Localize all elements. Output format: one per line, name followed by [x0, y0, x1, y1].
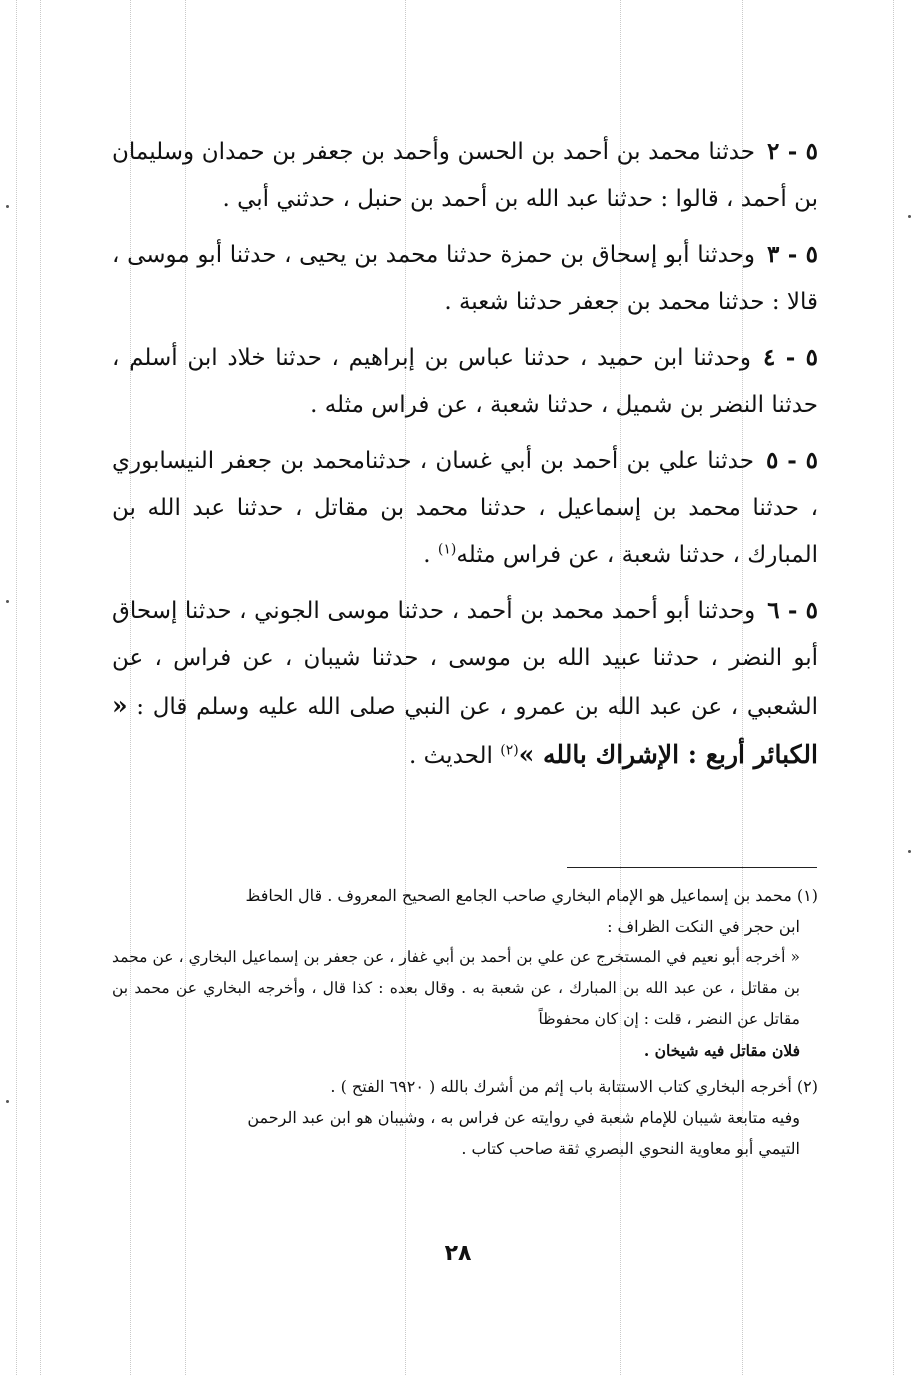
hadith-number: ٥ - ٤	[762, 344, 818, 371]
main-text	[112, 128, 818, 788]
hadith-paragraph	[112, 231, 818, 326]
scan-dot	[6, 205, 9, 208]
footnote	[112, 1071, 818, 1164]
footnote-quote-end: فلان مقاتل فيه شيخان .	[643, 1041, 800, 1060]
scan-dot	[6, 1100, 9, 1103]
footnote-line: ابن حجر في النكت الظراف :	[607, 917, 800, 936]
hadith-text: وحدثنا ابن حميد ، حدثنا عباس بن إبراهيم ، حدثنا خلاد ابن أسلم ، حدثنا النضر بن شميل ، حدثنا شعبة ، عن فراس مثله .	[112, 345, 818, 418]
scan-guide-line	[16, 0, 17, 1375]
footnote	[112, 880, 818, 1067]
scan-dot	[908, 850, 911, 853]
hadith-paragraph	[112, 334, 818, 429]
scan-guide-line	[40, 0, 41, 1375]
footnote-number: (٢)	[796, 1077, 818, 1096]
scan-guide-line	[893, 0, 894, 1375]
footnote-quote: « أخرجه أبو نعيم في المستخرج عن علي بن أحمد بن أبي غفار ، عن جعفر بن إسماعيل البخاري ، عن محمد بن مقاتل ، عن عبد الله بن المبارك ، عن شعبة به . وقال بعده : كذا قال ، وأخرجه البخاري عن محمد بن مقاتل عن النضر ، قلت : إن كان محفوظاً فلان مقاتل فيه شيخان .	[112, 948, 800, 1060]
hadith-number: ٥ - ٦	[767, 597, 819, 624]
hadith-text: وحدثنا أبو أحمد محمد بن أحمد ، حدثنا موسى الجوني ، حدثنا إسحاق أبو النضر ، حدثنا عبيد الله بن موسى ، حدثنا شيبان ، عن فراس ، عن الشعبي ، عن عبد الله بن عمرو ، عن النبي صلى الله عليه وسلم قال :	[112, 598, 818, 720]
hadith-paragraph	[112, 128, 818, 223]
page-number: ٢٨	[444, 1241, 472, 1266]
footnote-line: التيمي أبو معاوية النحوي البصري ثقة صاحب كتاب .	[461, 1139, 800, 1158]
scan-dot	[908, 215, 911, 218]
scan-dot	[6, 600, 9, 603]
footnote-reference: (١)	[437, 541, 457, 558]
footnote-line: (٢) أخرجه البخاري كتاب الاستتابة باب إثم من أشرك بالله ( ٦٩٢٠ الفتح ) .	[330, 1077, 818, 1096]
hadith-ending: .	[423, 542, 438, 568]
hadith-text: حدثنا علي بن أحمد بن أبي غسان ، حدثنامحمد بن جعفر النيسابوري ، حدثنا محمد بن إسماعيل ، حدثنا محمد بن مقاتل ، حدثنا عبد الله بن المبارك ، حدثنا شعبة ، عن فراس مثله	[112, 448, 818, 568]
hadith-number: ٥ - ٣	[766, 241, 818, 268]
hadith-number: ٥ - ٢	[767, 138, 818, 165]
hadith-text: حدثنا محمد بن أحمد بن الحسن وأحمد بن جعفر بن حمدان وسليمان بن أحمد ، قالوا : حدثنا عبد الله بن أحمد بن حنبل ، حدثني أبي .	[112, 139, 818, 212]
footnote-number: (١)	[796, 886, 818, 905]
hadith-quote: « الكبائر أربع : الإشراك بالله »	[112, 691, 818, 769]
hadith-number: ٥ - ٥	[765, 447, 819, 474]
hadith-paragraph	[112, 587, 818, 780]
hadith-paragraph	[112, 437, 818, 579]
footnotes	[112, 880, 818, 1168]
footnote-reference: (٢)	[500, 742, 519, 759]
footnote-separator	[567, 867, 817, 868]
footnote-line: (١) محمد بن إسماعيل هو الإمام البخاري صاحب الجامع الصحيح المعروف . قال الحافظ	[245, 886, 818, 905]
hadith-ending: الحديث .	[408, 743, 501, 769]
hadith-text: وحدثنا أبو إسحاق بن حمزة حدثنا محمد بن يحيى ، حدثنا أبو موسى ، قالا : حدثنا محمد بن جعفر حدثنا شعبة .	[112, 242, 818, 315]
footnote-line: وفيه متابعة شيبان للإمام شعبة في روايته عن فراس به ، وشيبان هو ابن عبد الرحمن	[247, 1108, 800, 1127]
